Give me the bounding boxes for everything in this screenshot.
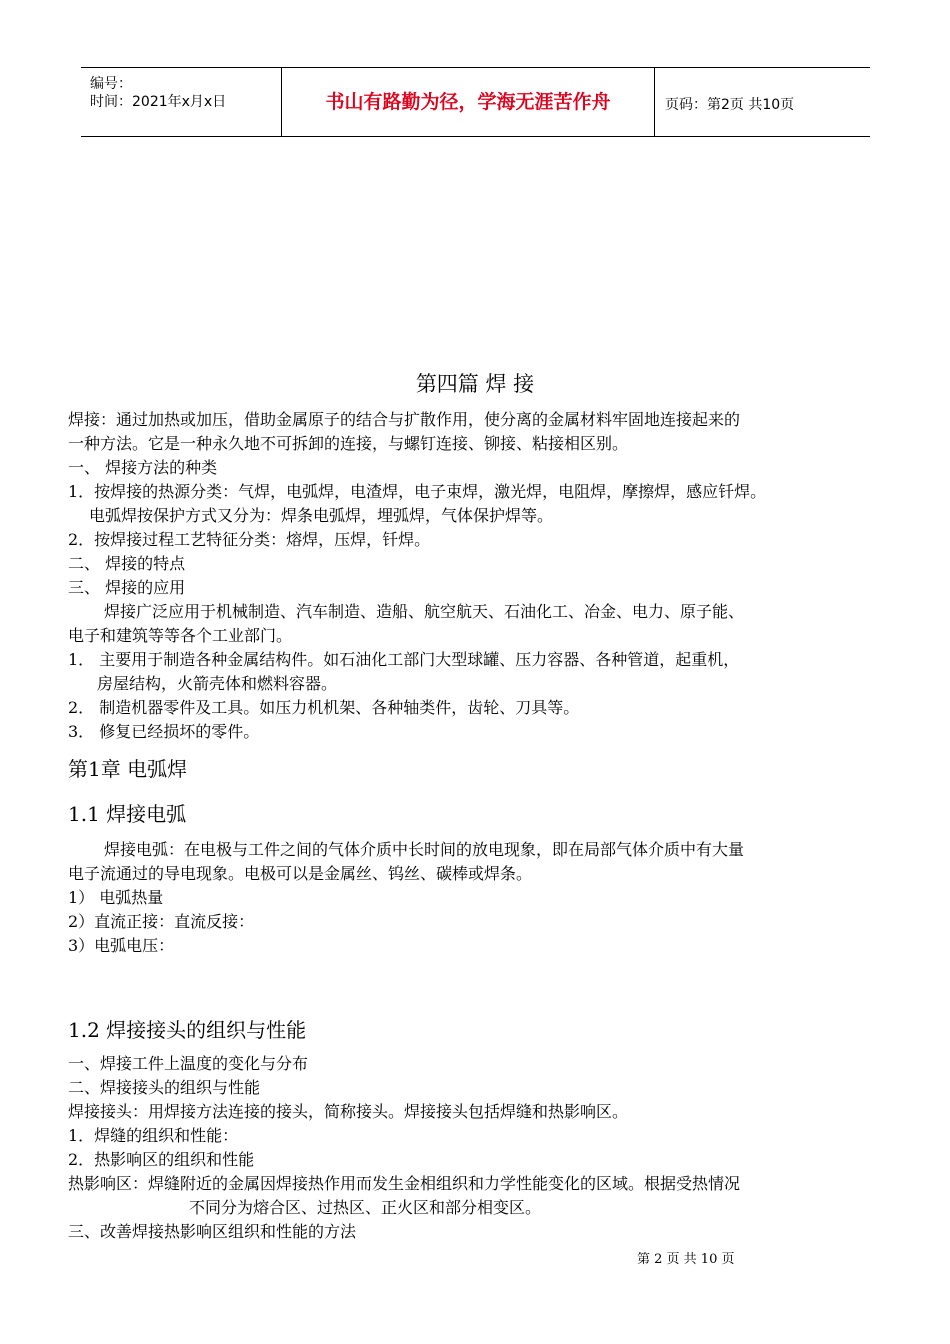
paragraph-line: 焊接接头：用焊接方法连接的接头，简称接头。焊接接头包括焊缝和热影响区。 (68, 1102, 629, 1121)
section-heading: 一、 焊接方法的种类 (68, 458, 218, 477)
paragraph-line: 一种方法。它是一种永久地不可拆卸的连接，与螺钉连接、铆接、粘接相区别。 (68, 434, 629, 453)
paragraph-line: 电子流通过的导电现象。电极可以是金属丝、钨丝、碳棒或焊条。 (68, 864, 533, 883)
list-item: 2．热影响区的组织和性能 (68, 1150, 255, 1169)
header-page-info: 页码：第2页 共10页 (665, 97, 795, 113)
paragraph-line: 电子和建筑等等各个工业部门。 (68, 626, 293, 645)
chapter-heading: 第1章 电弧焊 (68, 757, 188, 781)
list-item: 1．焊缝的组织和性能： (68, 1126, 239, 1145)
list-item: 2）直流正接：直流反接： (68, 912, 255, 931)
paragraph-line: 不同分为熔合区、过热区、正火区和部分相变区。 (189, 1198, 542, 1217)
section-heading: 二、焊接接头的组织与性能 (68, 1078, 261, 1097)
header-motto: 书山有路勤为径，学海无涯苦作舟 (282, 68, 655, 136)
list-item-continuation: 房屋结构，火箭壳体和燃料容器。 (97, 674, 338, 693)
section-heading: 二、 焊接的特点 (68, 554, 186, 573)
page-title: 第四篇 焊 接 (415, 372, 535, 396)
section-heading-1-1: 1.1 焊接电弧 (68, 802, 187, 826)
paragraph-line: 焊接广泛应用于机械制造、汽车制造、造船、航空航天、石油化工、冶金、电力、原子能、 (104, 602, 745, 621)
section-heading-1-2: 1.2 焊接接头的组织与性能 (68, 1018, 307, 1042)
header-meta-cell (81, 68, 282, 136)
section-heading: 一、焊接工件上温度的变化与分布 (68, 1054, 309, 1073)
page-footer: 第 2 页 共 10 页 (637, 1252, 735, 1267)
page-header (81, 67, 870, 137)
serial-label: 编号： (90, 76, 132, 92)
paragraph-line: 2．按焊接过程工艺特征分类：熔焊，压焊，钎焊。 (68, 530, 431, 549)
section-heading: 三、 焊接的应用 (68, 578, 186, 597)
section-heading: 三、改善焊接热影响区组织和性能的方法 (68, 1222, 357, 1241)
paragraph-line: 焊接：通过加热或加压，借助金属原子的结合与扩散作用，使分离的金属材料牢固地连接起来的 (68, 410, 741, 429)
list-item: 1） 电弧热量 (68, 888, 164, 907)
paragraph-line: 焊接电弧：在电极与工件之间的气体介质中长时间的放电现象，即在局部气体介质中有大量 (104, 840, 745, 859)
list-item: 3． 修复已经损坏的零件。 (68, 722, 260, 741)
list-item: 1． 主要用于制造各种金属结构件。如石油化工部门大型球罐、压力容器、各种管道，起重机， (68, 650, 740, 669)
list-item: 3）电弧电压： (68, 936, 175, 955)
time-label: 时间：2021年x月x日 (90, 94, 227, 110)
paragraph-line: 1．按焊接的热源分类：气焊，电弧焊，电渣焊，电子束焊，激光焊，电阻焊，摩擦焊，感应钎焊。 (68, 482, 767, 501)
list-item: 2． 制造机器零件及工具。如压力机机架、各种轴类件，齿轮、刀具等。 (68, 698, 580, 717)
paragraph-line: 电弧焊按保护方式又分为：焊条电弧焊，埋弧焊，气体保护焊等。 (89, 506, 554, 525)
paragraph-line: 热影响区：焊缝附近的金属因焊接热作用而发生金相组织和力学性能变化的区域。根据受热情况 (68, 1174, 741, 1193)
